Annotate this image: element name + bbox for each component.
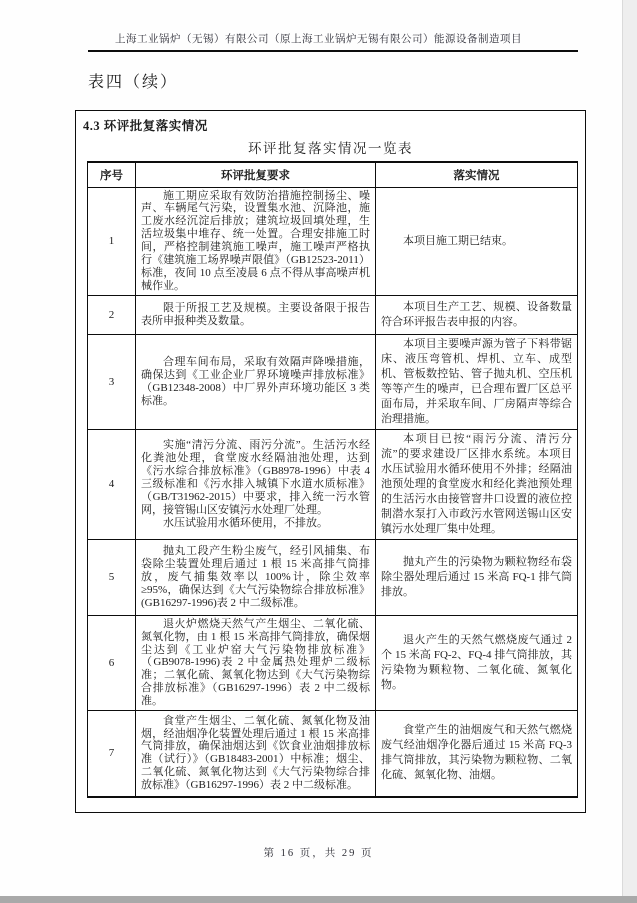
row-number-cell: 4	[88, 429, 136, 539]
requirement-paragraph: 限于所报工艺及规模。主要设备限于报告表所申报种类及数量。	[141, 301, 370, 327]
implementation-paragraph: 本项目主要噪声源为管子下料带锯床、液压弯管机、焊机、立车、成型机、管板数控钻、管子抛丸机、空压机等等产生的噪声，已合理布置厂区总平面布局，并采取车间、厂房隔声等综合治理措施。	[381, 337, 572, 425]
row-number-cell: 5	[88, 539, 136, 615]
requirement-cell	[136, 187, 376, 295]
implementation-cell	[376, 711, 578, 797]
implementation-cell	[376, 295, 578, 334]
subsection-title: 4.3 环评批复落实情况	[83, 119, 208, 133]
implementation-paragraph: 退火产生的天然气燃烧废气通过 2 个 15 米高 FQ-2、FQ-4 排气筒排放，其污染物为颗粒物、二氧化硫、氮氧化物。	[381, 633, 572, 691]
row-number-cell: 3	[88, 334, 136, 429]
requirement-cell	[136, 711, 376, 797]
table-row	[88, 429, 578, 539]
table-row	[88, 615, 578, 710]
requirement-cell	[136, 334, 376, 429]
requirement-paragraph: 退火炉燃烧天然气产生烟尘、二氧化硫、氮氧化物，由 1 根 15 米高排气筒排放，确保烟尘达到《工业炉窑大气污染物排放标准》（GB9078-1996)表 2 中金属热处理炉二级标准；二氧化硫、氮氧化物达到《大气污染物综合排放标准》（GB16297-1996）表 2 中二级标准。	[141, 617, 370, 708]
table-header-row	[88, 162, 578, 187]
implementation-paragraph: 本项目生产工艺、规模、设备数量符合环评报告表申报的内容。	[381, 300, 572, 328]
page-footer: 第 16 页，共 29 页	[263, 848, 374, 859]
document-header-title: 上海工业锅炉（无锡）有限公司（原上海工业锅炉无锡有限公司）能源设备制造项目	[115, 34, 522, 45]
implementation-paragraph: 本项目施工期已结束。	[403, 234, 513, 247]
requirement-cell	[136, 615, 376, 710]
column-header-requirement: 环评批复要求	[136, 162, 376, 187]
table-row	[88, 539, 578, 615]
page-bottom-edge	[0, 896, 637, 903]
requirement-paragraph: 施工期应采取有效防治措施控制扬尘、噪声、车辆尾气污染，设置集水池、沉降池，施工废水经沉淀后排放；建筑垃圾回填处理，生活垃圾集中堆存、统一处置。合理安排施工时间，严格控制建筑施工噪声，施工噪声严格执行《建筑施工场界噪声限值》（GB12523-2011）标准，夜间 10 点至凌晨 6 点不得从事高噪声机械作业。	[141, 189, 370, 292]
section-title: 表四（续）	[88, 74, 179, 91]
implementation-paragraph: 本项目已按“雨污分流、清污分流”的要求建设厂区排水系统。本项目水压试验用水循环使用不外排；经隔油池预处理的食堂废水和经化粪池预处理的生活污水由接管窨井口设置的液位控制潜水泵打入市政污水管网送锡山区安镇污水处理厂集中处理。	[381, 432, 572, 535]
row-number-cell: 1	[88, 187, 136, 295]
content-box	[75, 110, 586, 813]
table-row	[88, 334, 578, 429]
implementation-cell	[376, 539, 578, 615]
row-number-cell: 2	[88, 295, 136, 334]
implementation-paragraph: 食堂产生的油烟废气和天然气燃烧废气经油烟净化器后通过 15 米高 FQ-3 排气筒排放，其污染物为颗粒物、二氧化硫、氮氧化物、油烟。	[381, 724, 572, 782]
table-row	[88, 711, 578, 797]
table-row	[88, 187, 578, 295]
column-header-implementation: 落实情况	[376, 162, 578, 187]
requirement-cell	[136, 539, 376, 615]
table-row	[88, 295, 578, 334]
implementation-cell	[376, 334, 578, 429]
implementation-cell	[376, 429, 578, 539]
requirement-cell	[136, 429, 376, 539]
column-header-number: 序号	[88, 162, 136, 187]
requirement-cell	[136, 295, 376, 334]
header-rule-divider	[88, 50, 578, 52]
requirement-paragraph: 实施“清污分流、雨污分流”。生活污水经化粪池处理，食堂废水经隔油池处理，达到《污水综合排放标准》（GB8978-1996）中表 4 三级标准和《污水排入城镇下水道水质标准》（GB/T31962-2015）中要求，排入统一污水管网，接管锡山区安镇污水处理厂处理。	[141, 439, 370, 516]
row-number-cell: 7	[88, 711, 136, 797]
requirement-paragraph: 合理车间布局，采取有效隔声降噪措施，确保达到《工业企业厂界环境噪声排放标准》（GB12348-2008）中厂界外声环境功能区 3 类标准。	[141, 355, 370, 407]
implementation-cell	[376, 615, 578, 710]
requirement-paragraph: 水压试验用水循环使用，不排放。	[163, 516, 328, 529]
requirement-paragraph: 抛丸工段产生粉尘废气，经引风捕集、布袋除尘装置处理后通过 1 根 15 米高排气筒排放，废气捕集效率以 100%计，除尘效率≥95%，确保达到《大气污染物综合排放标准》(GB16297-1996)表 2 中二级标准。	[141, 544, 370, 609]
eia-approval-table	[87, 161, 578, 798]
page-right-edge	[622, 0, 637, 896]
eia-table-body	[88, 187, 578, 797]
row-number-cell: 6	[88, 615, 136, 710]
requirement-paragraph: 食堂产生烟尘、二氧化硫、氮氧化物及油烟，经油烟净化装置处理后通过 1 根 15 米高排气筒排放，确保油烟达到《饮食业油烟排放标准（试行）》（GB18483-2001）中标准；烟尘、二氧化硫、氮氧化物达到《大气污染物综合排放标准》（GB16297-1996）表 2 中二级标准。	[141, 714, 370, 792]
table-title: 环评批复落实情况一览表	[248, 141, 413, 156]
implementation-cell	[376, 187, 578, 295]
implementation-paragraph: 抛丸产生的污染物为颗粒物经布袋除尘器处理后通过 15 米高 FQ-1 排气筒排放。	[381, 555, 572, 598]
